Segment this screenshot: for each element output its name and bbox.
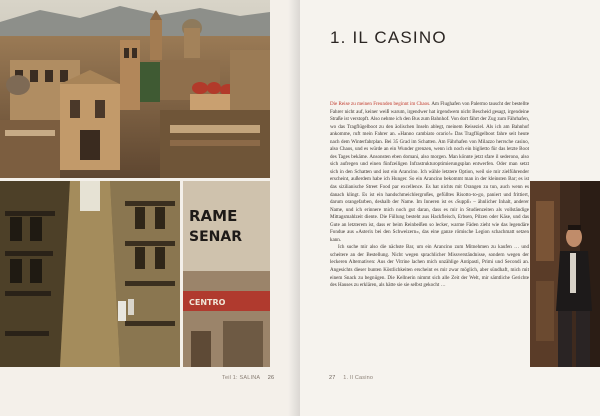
chapter-body xyxy=(330,101,529,290)
alley-image xyxy=(0,181,180,367)
man-portrait-photo xyxy=(530,181,600,367)
graffiti-image xyxy=(183,181,270,367)
city-skyline-image xyxy=(0,0,270,178)
man-portrait-image xyxy=(530,181,600,367)
left-footer-section: Teil 1: SALINA xyxy=(222,375,260,381)
left-page-number: 26 xyxy=(267,375,275,381)
graffiti-line2: SENAR xyxy=(189,229,242,245)
right-page-number: 27 xyxy=(329,375,336,381)
graffiti-wall-photo xyxy=(183,181,270,367)
chapter-title: 1. IL CASINO xyxy=(330,28,447,47)
right-footer-section: 1. Il Casino xyxy=(343,375,374,381)
right-page-footer xyxy=(329,375,373,381)
alley-balconies-photo xyxy=(0,181,180,367)
city-skyline-photo xyxy=(0,0,270,178)
graffiti-line3: CENTRO xyxy=(189,298,226,307)
graffiti-line1: RAME xyxy=(189,207,238,225)
paragraph-1-text: Am Flughafen von Palermo tauscht der bestellte Fahrer nicht auf, keiner weiß warum, irgendwer hat irgendwem nicht Bescheid gesagt, irgendeine Straße ist verstopft. Also nehme ich den Bus zum Bahnhof. Von dort fährt der Zug zum Fährhafen, wo das Tragflügelboot zu den äolischen Inseln ablegt, meinem Reiseziel. Als ich am Bahnhof ankomme, ruft mein Fahrer an. »Hanno cambiato orario!« Das Tragflügelboot fahre seit heute nach dem Winterfahrplan. Bei 35 Grad im Schatten. Am Fährhafen von Milazzo herrsche casino, also Chaos, und es würde an ein Wunder grenzen, wenn ich noch ein biglietto für das letzte Boot des Tages bekäme. Ansonsten eben domani, also morgen. Man könnte jetzt sfare il sederono, also sich aufregen und einen fünfzeiligen Infrastrukturoptimierungsplan entwerfen. Oder man setzt sich in den Schatten und isst ein Arancino. Ich wähle letztere Option, weil sie mir zielführender erscheint, außerdem habe ich Hunger. So ein Arancino bekommt man in der kleinsten Bar; es ist das sizilianische Street Food par excellence. Es hat nichts mit Orangen zu tun, auch wenn es danach klingt. Es ist ein handschmeichlergroßes, gefülltes Risotto-to-go, paniert und frittiert, darum orangefarben, deshalb der Name. Im Inneren ist es ›Supplì‹ – ähnlicher Inhalt, anderer Name, und ich erinnere mich noch gut daran, dass es mir in Studienzeiten als vollständige Mittagsmahlzeit diente. Die Füllung besteht aus Hackfleisch, Erbsen, Pilzen oder Käse, und das Gute an letzterem ist, dass er beim Reinbeißen so lecker, warme Fäden zieht wie das legendäre Fondue aus »Asterix bei den Schweizern«, das eine ganze römische Legion schachmatt setzen kann. xyxy=(330,101,529,243)
paragraph-1 xyxy=(330,101,529,244)
lead-in: Die Reise zu meinen Freunden beginnt im Chaos. xyxy=(330,101,431,107)
left-page-footer xyxy=(222,375,274,381)
paragraph-2: Ich suche mir also die nächste Bar, um ein Arancino zum Mitnehmen zu kaufen … und scheitere an der Bestellung. Nicht wegen sprachlicher Missverständnisse, sondern wegen der leckeren Alternativen: Aus der Vitrine lachen mich unzählige Antipasti, Primi und Secondi an. Angesichts dieser bunten Köstlichkeiten erscheint es mir zwar möglich, aber sündhaft, mich mit einem Snack zu begnügen. Die Kellnerin nimmt sich alle Zeit der Welt, mir sämtliche Gerichte des Hauses zu erklären, als hätte sie sie selbst gekocht … xyxy=(330,244,529,289)
